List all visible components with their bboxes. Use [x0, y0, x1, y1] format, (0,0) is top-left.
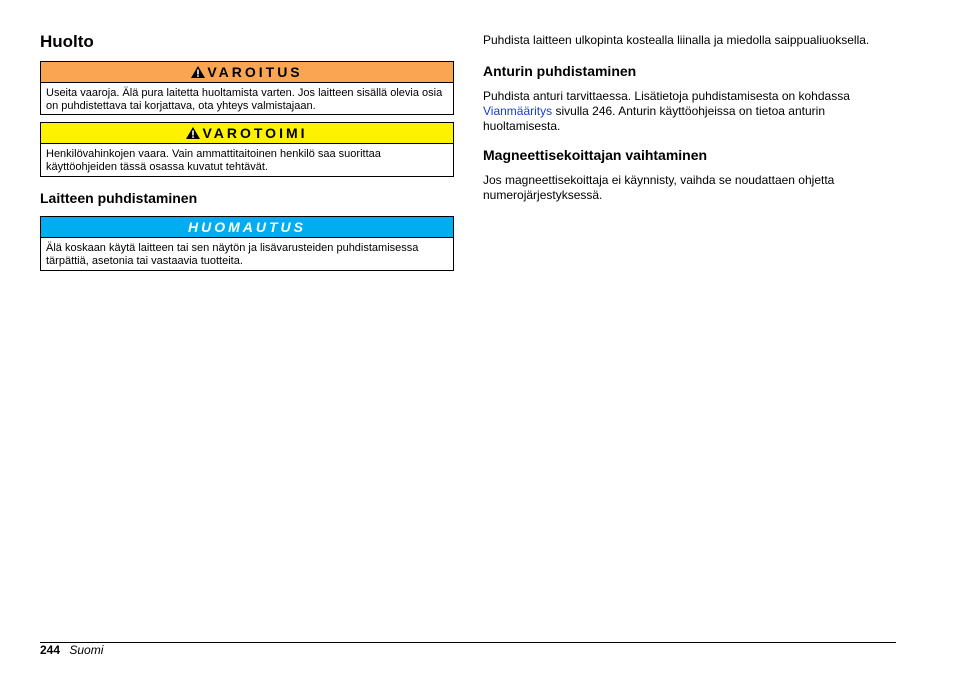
notice-text: Älä koskaan käytä laitteen tai sen näytön ja lisävarusteiden puhdistamisessa tärpättiä, asetonia tai vastaavia tuotteita.: [46, 242, 419, 267]
caution-header-label: VAROTOIMI: [202, 125, 308, 141]
caution-box: [40, 122, 454, 177]
warning-triangle-icon: [191, 66, 205, 78]
warning-text: Useita vaaroja. Älä pura laitetta huoltamista varten. Jos laitteen sisällä olevia osia on puhdistettava tai korjattava, ota yhteys valmistajaan.: [46, 87, 443, 112]
sensor-text-after: sivulla 246. Anturin käyttöohjeissa on tietoa anturin huoltamisesta.: [483, 104, 825, 133]
warning-box: [40, 61, 454, 115]
section-title-stirrer-replacement: Magneettisekoittajan vaihtaminen: [483, 147, 708, 163]
notice-box: [40, 216, 454, 271]
footer-divider: [40, 642, 896, 643]
section-title-device-cleaning: Laitteen puhdistaminen: [40, 190, 198, 206]
notice-header: [41, 217, 453, 238]
section-title-sensor-cleaning: Anturin puhdistaminen: [483, 63, 637, 79]
warning-header-label: VAROITUS: [207, 64, 303, 80]
caution-header: [41, 123, 453, 144]
warning-triangle-icon: [186, 127, 200, 139]
stirrer-replacement-text: Jos magneettisekoittaja ei käynnisty, vaihda se noudattaen ohjetta numerojärjestyksessä.: [483, 173, 835, 202]
footer-language: Suomi: [69, 643, 104, 657]
exterior-cleaning-text: Puhdista laitteen ulkopinta kostealla liinalla ja miedolla saippualiuoksella.: [483, 33, 870, 47]
page-title: Huolto: [40, 32, 94, 51]
caution-text: Henkilövahinkojen vaara. Vain ammattitaitoinen henkilö saa suorittaa käyttöohjeiden tässä osassa kuvatut tehtävät.: [46, 148, 381, 173]
sensor-cleaning-text: [483, 89, 893, 134]
warning-header: [41, 62, 453, 83]
sensor-text-before: Puhdista anturi tarvittaessa. Lisätietoja puhdistamisesta on kohdassa: [483, 89, 850, 103]
page-number: 244: [40, 643, 61, 657]
troubleshooting-link[interactable]: Vianmääritys: [483, 104, 553, 118]
footer: [40, 643, 103, 657]
notice-header-label: HUOMAUTUS: [188, 219, 306, 235]
